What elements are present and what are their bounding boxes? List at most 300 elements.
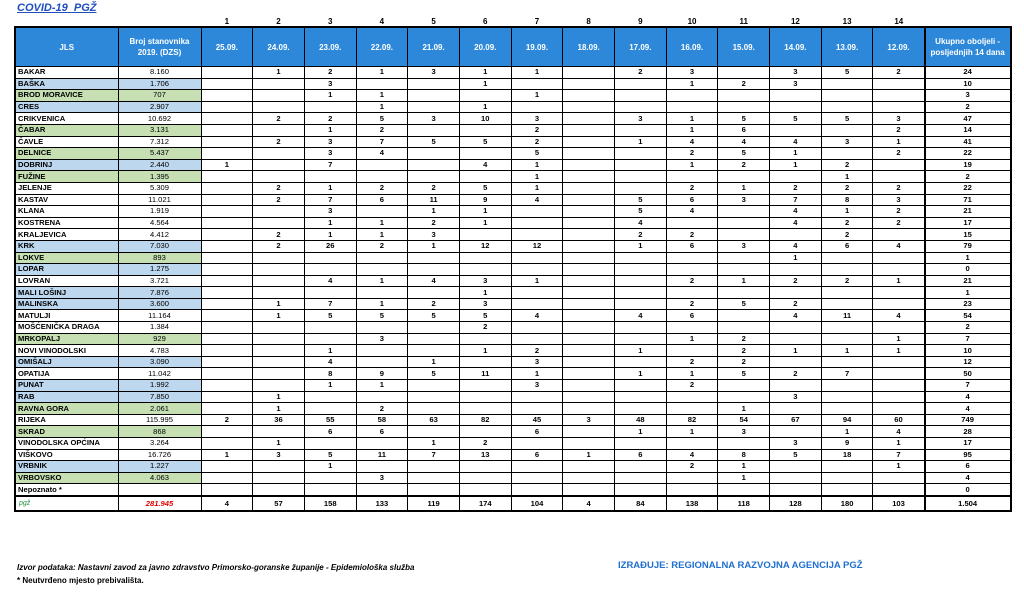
day-cell bbox=[304, 472, 356, 484]
day-cell: 1 bbox=[718, 461, 770, 473]
day-cell: 11 bbox=[821, 310, 873, 322]
total-cell: 22 bbox=[925, 148, 1011, 160]
day-cell bbox=[201, 333, 253, 345]
day-cell: 5 bbox=[408, 310, 460, 322]
day-cell bbox=[459, 391, 511, 403]
day-cell: 2 bbox=[666, 461, 718, 473]
day-cell bbox=[408, 252, 460, 264]
day-cell bbox=[615, 461, 667, 473]
day-cell: 1 bbox=[873, 461, 925, 473]
day-cell bbox=[821, 403, 873, 415]
day-cell bbox=[201, 368, 253, 380]
day-cell: 2 bbox=[511, 136, 563, 148]
day-cell: 4 bbox=[873, 310, 925, 322]
header-date: 13.09. bbox=[821, 27, 873, 67]
municipality-name: LOPAR bbox=[15, 264, 118, 276]
day-cell bbox=[615, 356, 667, 368]
day-cell bbox=[253, 368, 305, 380]
day-cell bbox=[615, 333, 667, 345]
day-cell: 1 bbox=[304, 229, 356, 241]
population-cell: 4.412 bbox=[118, 229, 201, 241]
municipality-name: KRALJEVICA bbox=[15, 229, 118, 241]
municipality-name: MATULJI bbox=[15, 310, 118, 322]
municipality-name: PUNAT bbox=[15, 380, 118, 392]
day-cell bbox=[408, 333, 460, 345]
day-cell: 7 bbox=[304, 159, 356, 171]
day-cell bbox=[873, 484, 925, 496]
day-number: 7 bbox=[534, 17, 540, 26]
day-cell bbox=[253, 275, 305, 287]
day-cell bbox=[718, 484, 770, 496]
day-cell bbox=[821, 298, 873, 310]
day-cell bbox=[873, 472, 925, 484]
day-cell bbox=[201, 287, 253, 299]
day-cell: 1 bbox=[770, 345, 822, 357]
day-cell: 2 bbox=[821, 159, 873, 171]
table-row bbox=[15, 194, 1011, 206]
total-cell: 21 bbox=[925, 275, 1011, 287]
day-cell: 1 bbox=[459, 217, 511, 229]
municipality-name: RAVNA GORA bbox=[15, 403, 118, 415]
table-row bbox=[15, 310, 1011, 322]
day-cell bbox=[666, 90, 718, 102]
day-cell: 3 bbox=[408, 113, 460, 125]
day-cell bbox=[873, 298, 925, 310]
municipality-name: KASTAV bbox=[15, 194, 118, 206]
day-cell: 1 bbox=[459, 287, 511, 299]
table-row bbox=[15, 252, 1011, 264]
day-cell: 4 bbox=[770, 240, 822, 252]
population-cell: 3.264 bbox=[118, 438, 201, 450]
total-cell: 17 bbox=[925, 438, 1011, 450]
day-cell bbox=[304, 252, 356, 264]
day-cell bbox=[873, 368, 925, 380]
table-row bbox=[15, 356, 1011, 368]
day-cell bbox=[770, 472, 822, 484]
day-cell bbox=[821, 90, 873, 102]
table-row bbox=[15, 298, 1011, 310]
day-cell: 2 bbox=[666, 380, 718, 392]
day-cell: 3 bbox=[356, 472, 408, 484]
day-cell bbox=[201, 252, 253, 264]
day-cell bbox=[821, 148, 873, 160]
day-cell bbox=[615, 391, 667, 403]
day-cell: 1 bbox=[666, 159, 718, 171]
day-cell bbox=[253, 90, 305, 102]
day-cell: 82 bbox=[459, 414, 511, 426]
day-cell: 10 bbox=[459, 113, 511, 125]
day-cell: 2 bbox=[408, 182, 460, 194]
day-cell: 2 bbox=[615, 67, 667, 79]
table-row bbox=[15, 414, 1011, 426]
day-cell: 3 bbox=[408, 229, 460, 241]
day-cell: 1 bbox=[511, 182, 563, 194]
header-date: 24.09. bbox=[253, 27, 305, 67]
day-cell: 2 bbox=[821, 229, 873, 241]
population-cell: 893 bbox=[118, 252, 201, 264]
day-cell bbox=[563, 287, 615, 299]
day-cell bbox=[201, 345, 253, 357]
day-cell: 9 bbox=[459, 194, 511, 206]
day-cell: 2 bbox=[821, 217, 873, 229]
population-cell: 7.030 bbox=[118, 240, 201, 252]
day-cell bbox=[201, 78, 253, 90]
day-cell: 5 bbox=[821, 67, 873, 79]
day-cell bbox=[770, 124, 822, 136]
total-cell: 4 bbox=[925, 472, 1011, 484]
day-cell bbox=[563, 403, 615, 415]
day-cell bbox=[408, 403, 460, 415]
day-cell: 2 bbox=[356, 240, 408, 252]
day-cell bbox=[770, 229, 822, 241]
footer-day-total: 180 bbox=[821, 496, 873, 511]
day-cell: 7 bbox=[408, 449, 460, 461]
municipality-name: DOBRINJ bbox=[15, 159, 118, 171]
day-cell: 4 bbox=[666, 449, 718, 461]
day-cell: 1 bbox=[718, 182, 770, 194]
population-cell: 1.706 bbox=[118, 78, 201, 90]
day-cell bbox=[253, 206, 305, 218]
total-cell: 95 bbox=[925, 449, 1011, 461]
table-row bbox=[15, 426, 1011, 438]
day-cell bbox=[201, 67, 253, 79]
day-cell: 5 bbox=[459, 136, 511, 148]
table-row bbox=[15, 113, 1011, 125]
day-number: 12 bbox=[790, 17, 800, 26]
municipality-name: RAB bbox=[15, 391, 118, 403]
day-number: 3 bbox=[327, 17, 333, 26]
day-cell bbox=[666, 345, 718, 357]
day-cell bbox=[563, 380, 615, 392]
day-cell: 3 bbox=[718, 426, 770, 438]
day-cell bbox=[563, 391, 615, 403]
day-cell bbox=[873, 356, 925, 368]
municipality-name: KRK bbox=[15, 240, 118, 252]
day-cell: 2 bbox=[770, 298, 822, 310]
day-cell: 2 bbox=[253, 182, 305, 194]
header-population: Broj stanovnika 2019. (DZS) bbox=[118, 27, 201, 67]
footer-day-total: 133 bbox=[356, 496, 408, 511]
population-cell: 2.440 bbox=[118, 159, 201, 171]
day-cell: 7 bbox=[356, 136, 408, 148]
day-cell: 4 bbox=[666, 206, 718, 218]
day-cell bbox=[873, 380, 925, 392]
day-cell: 2 bbox=[304, 67, 356, 79]
day-cell: 45 bbox=[511, 414, 563, 426]
day-cell: 1 bbox=[821, 171, 873, 183]
day-cell bbox=[615, 472, 667, 484]
day-cell: 7 bbox=[304, 298, 356, 310]
day-cell: 2 bbox=[253, 240, 305, 252]
total-cell: 21 bbox=[925, 206, 1011, 218]
day-cell: 6 bbox=[718, 124, 770, 136]
population-cell: 7.850 bbox=[118, 391, 201, 403]
header-date: 15.09. bbox=[718, 27, 770, 67]
day-cell: 1 bbox=[253, 438, 305, 450]
total-cell: 2 bbox=[925, 101, 1011, 113]
day-cell: 1 bbox=[408, 438, 460, 450]
day-cell: 5 bbox=[718, 148, 770, 160]
day-cell: 3 bbox=[563, 414, 615, 426]
day-cell: 3 bbox=[873, 194, 925, 206]
day-cell: 6 bbox=[666, 240, 718, 252]
day-cell bbox=[511, 229, 563, 241]
day-cell bbox=[408, 171, 460, 183]
table-row bbox=[15, 345, 1011, 357]
day-cell bbox=[563, 240, 615, 252]
day-cell: 58 bbox=[356, 414, 408, 426]
day-cell bbox=[201, 90, 253, 102]
day-cell bbox=[408, 461, 460, 473]
table-row bbox=[15, 124, 1011, 136]
day-cell bbox=[563, 252, 615, 264]
day-cell: 1 bbox=[304, 380, 356, 392]
municipality-name: SKRAD bbox=[15, 426, 118, 438]
day-cell bbox=[201, 461, 253, 473]
population-cell: 3.131 bbox=[118, 124, 201, 136]
municipality-name: ČABAR bbox=[15, 124, 118, 136]
day-cell: 2 bbox=[253, 194, 305, 206]
population-cell: 868 bbox=[118, 426, 201, 438]
day-cell: 13 bbox=[459, 449, 511, 461]
day-cell: 48 bbox=[615, 414, 667, 426]
day-cell bbox=[666, 287, 718, 299]
day-cell bbox=[563, 368, 615, 380]
day-cell: 6 bbox=[356, 194, 408, 206]
day-cell bbox=[201, 148, 253, 160]
day-cell bbox=[253, 78, 305, 90]
day-cell bbox=[666, 391, 718, 403]
day-cell bbox=[615, 148, 667, 160]
day-cell bbox=[356, 484, 408, 496]
table-row bbox=[15, 101, 1011, 113]
municipality-name: VINODOLSKA OPĆINA bbox=[15, 438, 118, 450]
day-cell: 1 bbox=[408, 240, 460, 252]
day-cell: 67 bbox=[770, 414, 822, 426]
day-cell bbox=[873, 78, 925, 90]
day-cell bbox=[304, 322, 356, 334]
municipality-name: KLANA bbox=[15, 206, 118, 218]
day-cell bbox=[873, 287, 925, 299]
day-cell: 5 bbox=[459, 310, 511, 322]
day-cell bbox=[666, 472, 718, 484]
day-cell bbox=[459, 461, 511, 473]
day-cell: 2 bbox=[718, 78, 770, 90]
day-cell bbox=[718, 322, 770, 334]
day-number: 9 bbox=[638, 17, 643, 26]
day-cell bbox=[821, 472, 873, 484]
header-date: 16.09. bbox=[666, 27, 718, 67]
day-cell bbox=[459, 403, 511, 415]
day-cell: 1 bbox=[563, 449, 615, 461]
header-date: 25.09. bbox=[201, 27, 253, 67]
day-cell: 2 bbox=[873, 124, 925, 136]
day-cell bbox=[666, 322, 718, 334]
population-cell: 7.876 bbox=[118, 287, 201, 299]
population-cell: 115.995 bbox=[118, 414, 201, 426]
day-cell: 2 bbox=[718, 159, 770, 171]
day-cell bbox=[511, 333, 563, 345]
day-cell: 1 bbox=[253, 403, 305, 415]
day-cell bbox=[253, 472, 305, 484]
day-cell bbox=[563, 182, 615, 194]
total-cell: 1 bbox=[925, 287, 1011, 299]
day-cell: 7 bbox=[770, 194, 822, 206]
day-cell bbox=[356, 345, 408, 357]
header-date: 19.09. bbox=[511, 27, 563, 67]
day-cell: 1 bbox=[511, 67, 563, 79]
day-cell bbox=[821, 101, 873, 113]
day-cell bbox=[201, 391, 253, 403]
day-cell: 2 bbox=[873, 148, 925, 160]
day-cell bbox=[563, 217, 615, 229]
table-row bbox=[15, 240, 1011, 252]
day-cell bbox=[253, 426, 305, 438]
day-cell: 4 bbox=[304, 356, 356, 368]
table-row bbox=[15, 264, 1011, 276]
population-cell: 1.275 bbox=[118, 264, 201, 276]
day-cell bbox=[511, 438, 563, 450]
header-date: 22.09. bbox=[356, 27, 408, 67]
municipality-name: JELENJE bbox=[15, 182, 118, 194]
day-cell bbox=[563, 78, 615, 90]
day-cell bbox=[304, 438, 356, 450]
day-cell bbox=[718, 287, 770, 299]
day-cell: 1 bbox=[304, 90, 356, 102]
day-cell: 1 bbox=[821, 426, 873, 438]
day-cell: 1 bbox=[615, 368, 667, 380]
day-cell: 1 bbox=[356, 217, 408, 229]
day-cell: 1 bbox=[511, 275, 563, 287]
day-cell bbox=[304, 391, 356, 403]
footer-day-total: 174 bbox=[459, 496, 511, 511]
day-cell: 3 bbox=[821, 136, 873, 148]
day-cell: 1 bbox=[408, 356, 460, 368]
day-cell bbox=[563, 426, 615, 438]
day-cell bbox=[201, 426, 253, 438]
total-cell: 28 bbox=[925, 426, 1011, 438]
day-cell bbox=[201, 298, 253, 310]
municipality-name: VIŠKOVO bbox=[15, 449, 118, 461]
day-cell bbox=[304, 484, 356, 496]
day-cell bbox=[821, 287, 873, 299]
day-cell bbox=[304, 264, 356, 276]
day-cell: 1 bbox=[459, 101, 511, 113]
day-cell: 6 bbox=[304, 426, 356, 438]
day-cell bbox=[511, 461, 563, 473]
day-cell bbox=[356, 171, 408, 183]
municipality-name: FUŽINE bbox=[15, 171, 118, 183]
footer-day-total: 119 bbox=[408, 496, 460, 511]
day-cell bbox=[615, 159, 667, 171]
day-cell bbox=[563, 159, 615, 171]
day-cell bbox=[873, 322, 925, 334]
day-cell: 2 bbox=[666, 356, 718, 368]
day-cell bbox=[253, 345, 305, 357]
day-cell: 82 bbox=[666, 414, 718, 426]
day-cell: 3 bbox=[718, 194, 770, 206]
day-cell bbox=[666, 101, 718, 113]
day-cell bbox=[356, 78, 408, 90]
day-cell: 6 bbox=[356, 426, 408, 438]
day-cell bbox=[718, 391, 770, 403]
day-cell bbox=[408, 322, 460, 334]
day-cell: 3 bbox=[770, 67, 822, 79]
day-cell bbox=[770, 380, 822, 392]
population-cell: 7.312 bbox=[118, 136, 201, 148]
municipality-name: OPATIJA bbox=[15, 368, 118, 380]
day-cell bbox=[563, 229, 615, 241]
day-cell bbox=[563, 333, 615, 345]
day-cell: 5 bbox=[770, 449, 822, 461]
day-cell bbox=[253, 148, 305, 160]
population-cell: 8.160 bbox=[118, 67, 201, 79]
day-cell: 6 bbox=[666, 194, 718, 206]
day-cell: 5 bbox=[718, 368, 770, 380]
day-cell: 1 bbox=[304, 461, 356, 473]
day-cell bbox=[304, 333, 356, 345]
total-cell: 1 bbox=[925, 252, 1011, 264]
footer-day-total: 158 bbox=[304, 496, 356, 511]
municipality-name: RIJEKA bbox=[15, 414, 118, 426]
municipality-name: MALI LOŠINJ bbox=[15, 287, 118, 299]
day-cell bbox=[718, 438, 770, 450]
header-date: 23.09. bbox=[304, 27, 356, 67]
day-cell: 1 bbox=[666, 124, 718, 136]
day-cell: 1 bbox=[718, 275, 770, 287]
table-row bbox=[15, 171, 1011, 183]
day-cell bbox=[408, 472, 460, 484]
day-cell bbox=[459, 472, 511, 484]
day-cell: 2 bbox=[511, 345, 563, 357]
day-cell: 3 bbox=[408, 67, 460, 79]
total-cell: 41 bbox=[925, 136, 1011, 148]
table-row bbox=[15, 78, 1011, 90]
day-cell bbox=[615, 182, 667, 194]
total-cell: 2 bbox=[925, 171, 1011, 183]
table-row bbox=[15, 229, 1011, 241]
day-cell bbox=[253, 171, 305, 183]
day-cell bbox=[253, 484, 305, 496]
day-cell bbox=[770, 171, 822, 183]
day-cell bbox=[873, 252, 925, 264]
table-row bbox=[15, 287, 1011, 299]
day-number: 6 bbox=[483, 17, 488, 26]
day-cell: 2 bbox=[666, 298, 718, 310]
day-cell bbox=[201, 322, 253, 334]
day-cell: 1 bbox=[356, 298, 408, 310]
day-cell bbox=[563, 310, 615, 322]
header-row bbox=[15, 27, 1011, 67]
total-cell: 22 bbox=[925, 182, 1011, 194]
day-cell: 1 bbox=[408, 206, 460, 218]
day-cell bbox=[770, 287, 822, 299]
municipality-name: BAŠKA bbox=[15, 78, 118, 90]
population-cell: 2.061 bbox=[118, 403, 201, 415]
day-cell: 5 bbox=[304, 310, 356, 322]
municipality-name: KOSTRENA bbox=[15, 217, 118, 229]
municipality-name: MALINSKA bbox=[15, 298, 118, 310]
made-by: IZRAĐUJE: REGIONALNA RAZVOJNA AGENCIJA PGŽ bbox=[618, 560, 863, 571]
day-cell bbox=[408, 90, 460, 102]
day-cell bbox=[459, 124, 511, 136]
population-cell: 5.309 bbox=[118, 182, 201, 194]
day-cell bbox=[408, 148, 460, 160]
day-cell bbox=[253, 356, 305, 368]
day-cell: 2 bbox=[459, 322, 511, 334]
table-row bbox=[15, 391, 1011, 403]
day-cell bbox=[356, 287, 408, 299]
